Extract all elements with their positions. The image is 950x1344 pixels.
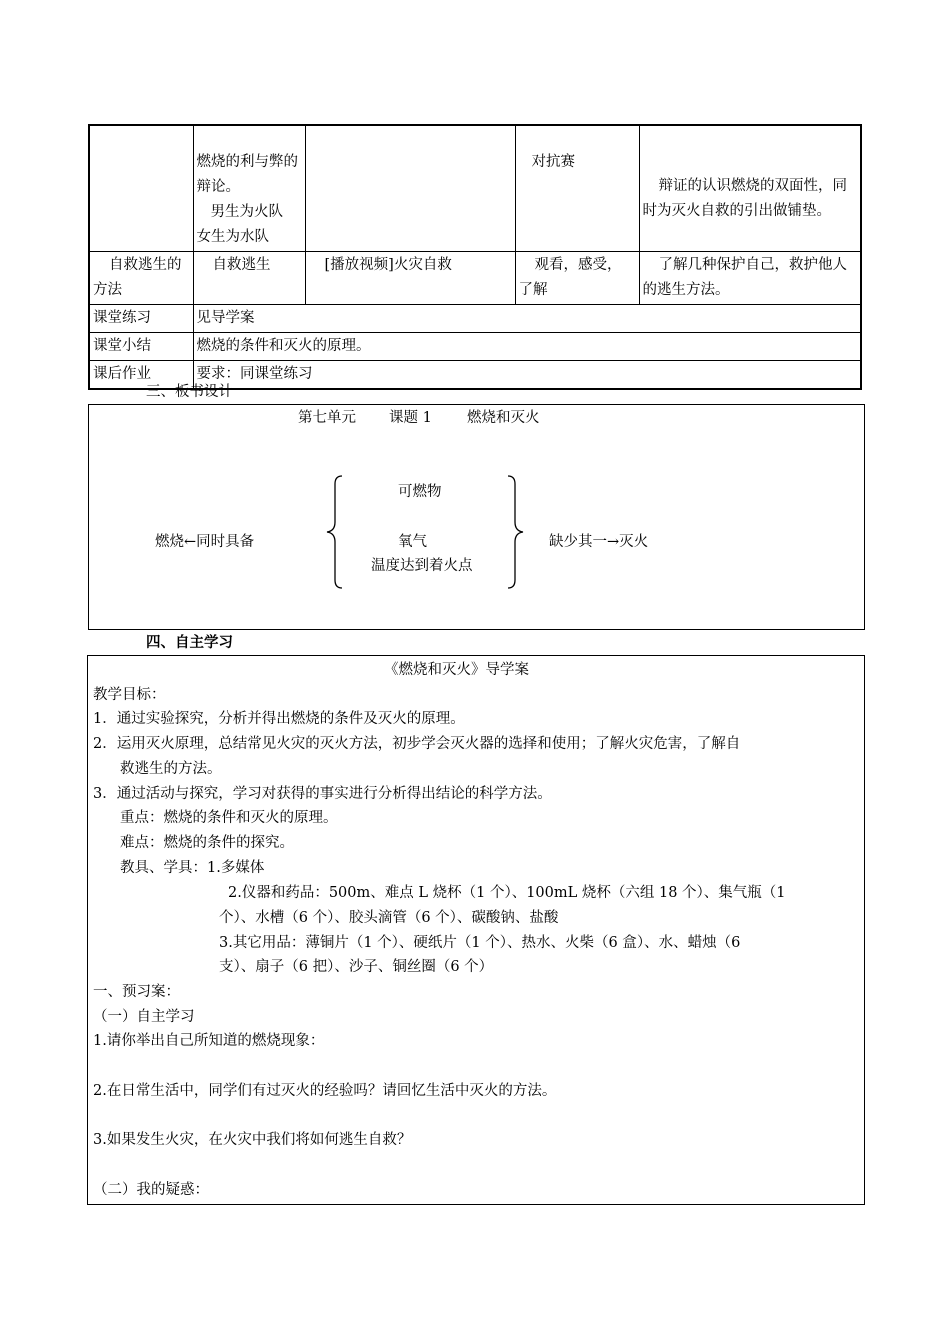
table-row	[89, 125, 861, 252]
question-3: 3.如果发生火灾，在火灾中我们将如何逃生自救？	[93, 1132, 412, 1148]
table-cell	[89, 125, 193, 252]
media-text: [播放视频]火灾自救	[324, 257, 452, 273]
goals-label: 教学目标：	[93, 687, 166, 703]
row-label: 课后作业	[89, 361, 193, 390]
tools-3a: 3.其它用品：薄铜片（1 个）、硬纸片（1 个）、热水、火柴（6 盒）、水、蜡烛（6	[219, 935, 741, 951]
table-row	[89, 333, 861, 361]
goal-2a: 2．运用灭火原理，总结常见火灾的灭火方法，初步学会灭火器的选择和使用；了解火灾危害，了解自	[93, 736, 741, 752]
board-heading: 三、板书设计	[146, 384, 233, 400]
study-heading: 四、自主学习	[146, 635, 233, 651]
table-cell	[639, 252, 861, 305]
row-content: 要求：同课堂练习	[193, 361, 861, 390]
board-title-lesson: 课题 1	[389, 410, 432, 426]
board-title-unit: 第七单元	[298, 410, 356, 426]
board-item-fuel: 可燃物	[398, 484, 442, 500]
left-brace	[325, 474, 345, 590]
tools-2a: 2.仪器和药品：500m、难点 L 烧杯（1 个）、100mL 烧杯（六组 18 个）、集气瓶（1	[228, 885, 786, 901]
topic-text: 自救逃生	[212, 257, 271, 273]
activity-text: 对抗赛	[531, 154, 575, 170]
row-label: 课堂练习	[89, 305, 193, 333]
table-cell	[193, 252, 305, 305]
section-label: 自救逃生的方法	[93, 257, 182, 298]
tools-3b: 支）、扇子（6 把）、沙子、铜丝圈（6 个）	[219, 959, 494, 975]
intent-text: 辩证的认识燃烧的双面性，同时为灭火自救的引出做铺垫。	[642, 178, 847, 219]
right-brace	[505, 474, 525, 590]
sub-heading-2: （二）我的疑惑：	[93, 1182, 209, 1198]
row-content: 燃烧的条件和灭火的原理。	[193, 333, 861, 361]
debate-topic: 燃烧的利与弊的辩论。	[196, 154, 298, 195]
table-row	[89, 252, 861, 305]
table-cell	[305, 125, 515, 252]
lesson-table	[88, 124, 862, 390]
key-point: 重点：燃烧的条件和灭火的原理。	[120, 810, 338, 826]
board-right-text: 缺少其一→灭火	[549, 534, 649, 550]
board-title-topic: 燃烧和灭火	[467, 410, 540, 426]
table-cell	[639, 125, 861, 252]
goal-3: 3．通过活动与探究，学习对获得的事实进行分析得出结论的科学方法。	[93, 786, 552, 802]
question-1: 1.请你举出自己所知道的燃烧现象：	[93, 1033, 325, 1049]
tools-label: 教具、学具：1.多媒体	[120, 860, 265, 876]
sub-heading-1: （一）自主学习	[93, 1009, 195, 1025]
table-cell	[515, 125, 639, 252]
debate-groups-1: 男生为火队	[210, 204, 283, 220]
table-cell	[89, 252, 193, 305]
board-item-temperature: 温度达到着火点	[371, 558, 473, 574]
table-row	[89, 305, 861, 333]
difficult-point: 难点：燃烧的条件的探究。	[120, 835, 294, 851]
study-title: 《燃烧和灭火》导学案	[384, 662, 529, 678]
row-label: 课堂小结	[89, 333, 193, 361]
preview-heading: 一、预习案：	[93, 984, 180, 1000]
goal-1: 1．通过实验探究，分析并得出燃烧的条件及灭火的原理。	[93, 711, 465, 727]
board-box	[88, 404, 865, 630]
debate-groups-2: 女生为水队	[196, 229, 269, 245]
intent-text: 了解几种保护自己，救护他人的逃生方法。	[642, 257, 847, 298]
row-content: 见导学案	[193, 305, 861, 333]
activity-text: 观看，感受，了解	[518, 257, 622, 298]
board-left-text: 燃烧←同时具备	[155, 534, 255, 550]
board-item-oxygen: 氧气	[398, 534, 427, 550]
goal-2b: 救逃生的方法。	[120, 761, 222, 777]
table-cell	[515, 252, 639, 305]
tools-2b: 个）、水槽（6 个）、胶头滴管（6 个）、碳酸钠、盐酸	[219, 910, 559, 926]
question-2: 2.在日常生活中，同学们有过灭火的经验吗？请回忆生活中灭火的方法。	[93, 1083, 557, 1099]
table-cell	[193, 125, 305, 252]
table-cell	[305, 252, 515, 305]
